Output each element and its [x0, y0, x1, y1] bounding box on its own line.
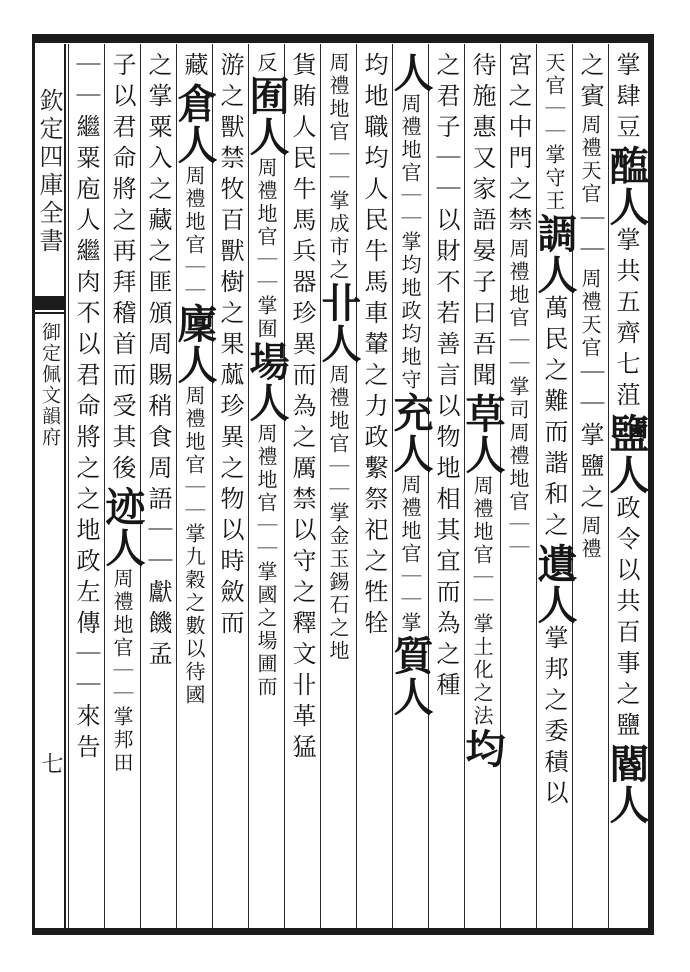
- entry-text: 政令以共百事之鹽: [612, 495, 640, 743]
- headword: 卝人: [315, 282, 362, 364]
- entry-text: 宮之中門之禁: [504, 52, 532, 238]
- entry-text: 子以君命將之再拜稽首而受其後: [108, 52, 136, 486]
- entry-text: 掌粟入之藏: [144, 83, 172, 238]
- headword: 囿人: [243, 75, 290, 157]
- headword: 草人: [459, 393, 506, 475]
- entry-text: ｜｜繼粟庖人繼肉不以君命將之: [72, 52, 100, 486]
- entry-text: 周禮地官｜｜: [506, 422, 530, 560]
- entry-text: 周禮地官｜｜掌均地政均地守: [398, 93, 422, 392]
- entry-text: 掌肆豆: [612, 52, 640, 145]
- entry-text: 待施惠又家語晏子曰吾聞: [468, 52, 496, 393]
- entry-text: ｜｜: [576, 206, 604, 268]
- headword: 鹽人: [603, 413, 650, 495]
- entry-text: 均地職均人民牛馬車輦之力政: [360, 52, 388, 455]
- entry-text: 萬民之難而諧和之: [540, 295, 568, 543]
- frame-top-border: [32, 34, 654, 43]
- column-text: [61, 52, 111, 924]
- entry-text: 之賓: [576, 52, 604, 114]
- entry-text: 周禮天官: [578, 268, 602, 360]
- headword: 遺人: [531, 543, 578, 625]
- headword: 調人: [531, 213, 578, 295]
- frame-bottom-border: [32, 928, 654, 935]
- entry-text: 周禮地官｜｜掌囿: [254, 157, 278, 341]
- entry-text: 周禮地官｜｜掌九穀之數以待國: [182, 385, 206, 707]
- entry-text: 周禮地官｜｜掌成市之: [326, 52, 350, 282]
- entry-text: 周禮地官｜｜掌金玉錫石之地: [326, 364, 350, 663]
- margin-page-number: 七: [38, 752, 63, 774]
- headword: 充人: [387, 392, 434, 474]
- headword: 均: [459, 728, 506, 769]
- entry-text: 貨賄人民牛馬兵器珍異: [288, 52, 316, 362]
- fishtail-mark-line: [33, 312, 64, 314]
- entry-text: 周禮天官: [578, 114, 602, 206]
- entry-text: 而為之厲禁以守之釋文卝革猛: [288, 362, 316, 765]
- margin-volume-title: 御定佩文韻府: [39, 322, 61, 448]
- headword: 場人: [243, 341, 290, 423]
- entry-text: 之君子｜｜以財不若善言: [432, 52, 460, 393]
- headword: 人: [387, 52, 434, 93]
- entry-text: 周禮地官｜｜掌國之場圃而: [254, 423, 278, 699]
- entry-text: 掌邦之委積以: [540, 625, 568, 811]
- entry-text: 周禮地官｜｜掌: [398, 474, 422, 635]
- entry-text: 周禮地官｜｜掌土化之法: [470, 475, 494, 728]
- text-column-16: [68, 52, 104, 924]
- entry-text: 周禮: [578, 515, 602, 561]
- headword: 醢人: [603, 145, 650, 227]
- entry-text: 周禮地官｜｜: [182, 165, 206, 303]
- headword: 廩人: [171, 303, 218, 385]
- headword: 倉人: [171, 83, 218, 165]
- entry-text: 藏: [180, 52, 208, 83]
- entry-text: 掌共五齊七菹: [612, 227, 640, 413]
- headword: 閽人: [603, 743, 650, 825]
- entry-text: 以物地相其宜而為之種: [432, 393, 460, 703]
- entry-text: 游之獸禁牧百獸: [216, 52, 244, 269]
- entry-text: 周禮地官｜｜掌司: [506, 238, 530, 422]
- headword: 迹人: [99, 486, 146, 568]
- entry-text: 周禮地官｜｜掌邦田: [110, 568, 134, 775]
- entry-text: ｜｜掌鹽之: [576, 360, 604, 515]
- entry-text: 之: [144, 52, 172, 83]
- entry-text: 之地政左傳｜｜來告: [72, 486, 100, 765]
- entry-text: 繫祭祀之牲牷: [360, 455, 388, 641]
- headword: 質人: [387, 635, 434, 717]
- entry-text: 反: [254, 52, 278, 75]
- entry-text: 天官｜｜掌守王: [542, 52, 566, 213]
- fishtail-mark: [33, 296, 64, 310]
- entry-text: 樹之果蓏珍異之物以時斂而: [216, 269, 244, 641]
- entry-text: 之匪頒周賜稍食周語｜｜獻饑孟: [144, 238, 172, 672]
- margin-book-title: 欽定四庫全書: [35, 88, 63, 256]
